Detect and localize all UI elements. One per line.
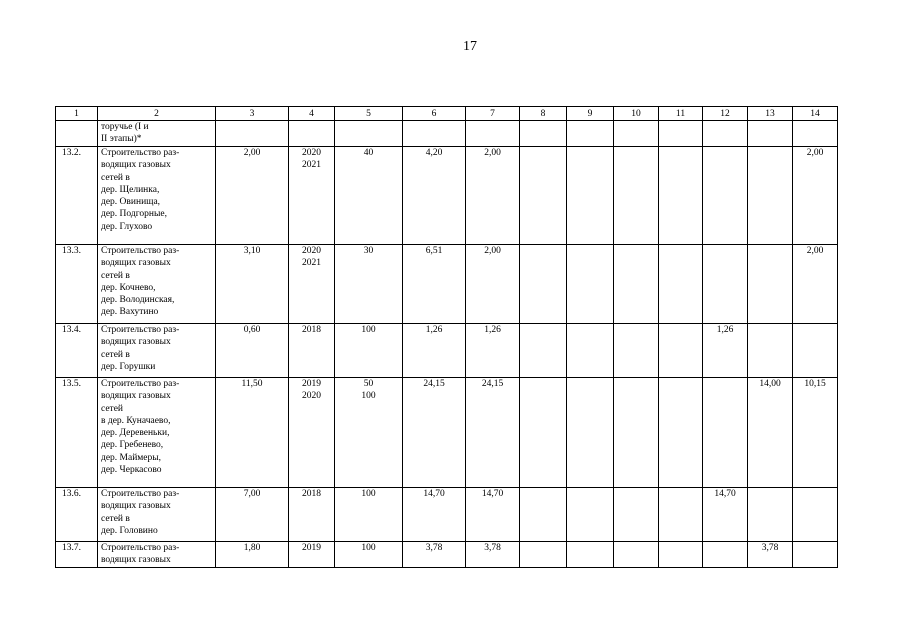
column-header: 14 <box>793 107 838 121</box>
cell-text: дер. Маймеры, <box>101 452 162 463</box>
table-cell <box>56 324 98 378</box>
cell-text: водящих газовых <box>101 337 171 348</box>
table-cell <box>56 542 98 568</box>
cell-text: 100 <box>361 489 376 499</box>
cell-text: дер. Подгорные, <box>101 209 167 220</box>
table-cell <box>466 147 520 245</box>
table-cell <box>466 324 520 378</box>
table-cell <box>614 147 659 245</box>
column-header: 10 <box>614 107 659 121</box>
table-cell <box>98 378 216 488</box>
table-cell <box>403 542 466 568</box>
table-cell <box>614 542 659 568</box>
table-cell <box>56 147 98 245</box>
table-cell <box>466 378 520 488</box>
table-cell <box>289 245 335 324</box>
table-cell <box>567 488 614 542</box>
table-cell <box>614 245 659 324</box>
table-cell <box>403 324 466 378</box>
table-cell <box>659 378 703 488</box>
cell-text: 100 <box>361 391 376 402</box>
cell-text: 14,00 <box>759 379 781 389</box>
cell-text: 2,00 <box>484 148 501 158</box>
table-cell <box>403 378 466 488</box>
cell-text: 2018 <box>302 489 321 499</box>
table-cell <box>216 147 289 245</box>
table-cell <box>335 147 403 245</box>
cell-text: Строительство раз- <box>101 543 180 553</box>
column-header: 6 <box>403 107 466 121</box>
table-cell <box>216 121 289 147</box>
table-cell <box>520 488 567 542</box>
cell-text: 2,00 <box>806 148 824 158</box>
cell-text: 2,00 <box>484 246 501 256</box>
table-cell <box>56 488 98 542</box>
table-cell <box>466 488 520 542</box>
table-cell <box>659 324 703 378</box>
table-cell <box>793 147 838 245</box>
cell-text: 7,00 <box>243 489 261 499</box>
cell-text: дер. Щелинка, <box>101 184 160 195</box>
table-cell <box>567 324 614 378</box>
table-cell <box>748 542 793 568</box>
cell-text: 50 <box>363 379 374 389</box>
table-cell <box>289 378 335 488</box>
table-row <box>56 147 838 245</box>
cell-text: торучье (I и <box>101 122 149 132</box>
table-cell <box>659 488 703 542</box>
cell-text: 3,10 <box>243 246 261 256</box>
table-cell <box>567 147 614 245</box>
table-cell <box>335 121 403 147</box>
cell-text: 2,00 <box>806 246 824 256</box>
table-cell <box>567 378 614 488</box>
table-cell <box>520 378 567 488</box>
table-cell <box>216 378 289 488</box>
table-cell <box>614 121 659 147</box>
table-cell <box>403 121 466 147</box>
cell-text: дер. Гребенево, <box>101 440 164 451</box>
table-cell <box>216 324 289 378</box>
cell-text: 3,78 <box>761 543 779 553</box>
cell-text: 0,60 <box>243 325 261 335</box>
cell-text: 3,78 <box>425 543 443 553</box>
cell-text: в дер. Куначаево, <box>101 415 171 426</box>
table-cell <box>216 542 289 568</box>
cell-text: 3,78 <box>484 543 501 553</box>
cell-text: дер. Володинская, <box>101 295 175 306</box>
cell-text: 2021 <box>302 160 321 171</box>
table-row <box>56 378 838 488</box>
table-cell <box>520 121 567 147</box>
table-cell <box>403 488 466 542</box>
table-cell <box>703 121 748 147</box>
cell-text: 4,20 <box>425 148 443 158</box>
table-cell <box>703 324 748 378</box>
table-cell <box>520 147 567 245</box>
table-cell <box>335 245 403 324</box>
table-row <box>56 121 838 147</box>
table-cell <box>614 324 659 378</box>
table-cell <box>659 542 703 568</box>
cell-text: водящих газовых <box>101 555 171 566</box>
cell-text: дер. Кочнево, <box>101 282 156 293</box>
cell-text: 6,51 <box>425 246 443 256</box>
cell-text: Строительство раз- <box>101 325 180 335</box>
table-cell <box>98 121 216 147</box>
cell-text: водящих газовых <box>101 501 171 512</box>
cell-text: 24,15 <box>481 379 504 389</box>
cell-text: 14,70 <box>423 489 445 499</box>
cell-text: 2018 <box>302 325 321 335</box>
cell-text: 2021 <box>302 258 321 269</box>
table-row <box>56 245 838 324</box>
table-cell <box>748 245 793 324</box>
cell-text: сетей в <box>101 270 130 281</box>
table-cell <box>335 488 403 542</box>
table-row <box>56 542 838 568</box>
column-header: 11 <box>659 107 703 121</box>
cell-text: дер. Черкасово <box>101 465 162 476</box>
table-cell <box>520 245 567 324</box>
table-cell <box>216 245 289 324</box>
table-cell <box>289 121 335 147</box>
table-cell <box>466 121 520 147</box>
cell-text: 13.2. <box>62 148 81 158</box>
cell-text: 2020 <box>302 148 321 158</box>
cell-text: 1,26 <box>716 325 734 335</box>
cell-text: Строительство раз- <box>101 489 180 499</box>
table-cell <box>703 542 748 568</box>
table-cell <box>403 245 466 324</box>
table-cell <box>520 542 567 568</box>
cell-text: 13.3. <box>62 246 81 256</box>
table-cell <box>98 245 216 324</box>
table-row <box>56 324 838 378</box>
table-cell <box>56 245 98 324</box>
cell-text: 13.7. <box>62 543 81 553</box>
table-cell <box>659 121 703 147</box>
cell-text: 2020 <box>302 246 321 256</box>
column-header: 12 <box>703 107 748 121</box>
cell-text: водящих газовых <box>101 160 171 171</box>
column-header: 4 <box>289 107 335 121</box>
cell-text: 13.6. <box>62 489 81 499</box>
table-cell <box>793 245 838 324</box>
table-cell <box>793 488 838 542</box>
cell-text: II этапы)* <box>101 134 142 145</box>
table-cell <box>466 245 520 324</box>
table-cell <box>748 324 793 378</box>
column-header: 3 <box>216 107 289 121</box>
column-header: 9 <box>567 107 614 121</box>
cell-text: дер. Горушки <box>101 361 156 372</box>
table-cell <box>216 488 289 542</box>
table-cell <box>98 488 216 542</box>
table-cell <box>793 542 838 568</box>
table-cell <box>289 542 335 568</box>
cell-text: 1,26 <box>425 325 443 335</box>
table-cell <box>659 147 703 245</box>
column-header: 1 <box>56 107 98 121</box>
page-number: 17 <box>463 39 477 54</box>
table-cell <box>98 324 216 378</box>
table-cell <box>748 121 793 147</box>
table-cell <box>614 488 659 542</box>
table-cell <box>520 324 567 378</box>
table-cell <box>567 245 614 324</box>
cell-text: 13.4. <box>62 325 81 335</box>
column-header: 13 <box>748 107 793 121</box>
cell-text: 40 <box>363 148 374 158</box>
table-cell <box>793 324 838 378</box>
cell-text: сетей <box>101 403 124 414</box>
cell-text: 14,70 <box>481 489 504 499</box>
table-cell <box>289 147 335 245</box>
cell-text: дер. Глухово <box>101 221 153 232</box>
table-cell <box>748 378 793 488</box>
table-cell <box>703 245 748 324</box>
table-cell <box>748 488 793 542</box>
cell-text: сетей в <box>101 513 130 524</box>
cell-text: 1,80 <box>243 543 261 553</box>
table-cell <box>567 542 614 568</box>
cell-text: дер. Вахутино <box>101 307 159 318</box>
table-cell <box>56 121 98 147</box>
cell-text: дер. Овинища, <box>101 197 161 208</box>
table-cell <box>659 245 703 324</box>
column-header: 8 <box>520 107 567 121</box>
table-cell <box>703 147 748 245</box>
cell-text: дер. Головино <box>101 525 158 536</box>
table-cell <box>403 147 466 245</box>
cell-text: Строительство раз- <box>101 148 180 158</box>
table-cell <box>466 542 520 568</box>
cell-text: 10,15 <box>804 379 826 389</box>
table-cell <box>98 147 216 245</box>
cell-text: 30 <box>363 246 374 256</box>
table-cell <box>793 378 838 488</box>
table-cell <box>335 324 403 378</box>
table-cell <box>289 488 335 542</box>
cell-text: водящих газовых <box>101 258 171 269</box>
cell-text: водящих газовых <box>101 391 171 402</box>
cell-text: 1,26 <box>484 325 501 335</box>
cell-text: 100 <box>361 543 376 553</box>
cell-text: Строительство раз- <box>101 246 180 256</box>
cell-text: 11,50 <box>241 379 263 389</box>
column-header: 5 <box>335 107 403 121</box>
table-cell <box>703 488 748 542</box>
cell-text: сетей в <box>101 172 130 183</box>
table-cell <box>703 378 748 488</box>
cell-text: 2019 <box>302 543 321 553</box>
table-cell <box>289 324 335 378</box>
table-cell <box>793 121 838 147</box>
cell-text: дер. Деревеньки, <box>101 428 170 439</box>
cell-text: 13.5. <box>62 379 81 389</box>
data-table <box>55 106 838 568</box>
table-cell <box>98 542 216 568</box>
cell-text: 2,00 <box>243 148 261 158</box>
cell-text: сетей в <box>101 349 130 360</box>
table-cell <box>56 378 98 488</box>
cell-text: 24,15 <box>423 379 445 389</box>
column-header: 2 <box>98 107 216 121</box>
table-cell <box>748 147 793 245</box>
column-header: 7 <box>466 107 520 121</box>
table-cell <box>567 121 614 147</box>
cell-text: 2020 <box>302 391 321 402</box>
table-cell <box>335 378 403 488</box>
cell-text: Строительство раз- <box>101 379 180 389</box>
table-cell <box>614 378 659 488</box>
table-header-row <box>56 107 838 121</box>
cell-text: 14,70 <box>714 489 736 499</box>
table-cell <box>335 542 403 568</box>
table-row <box>56 488 838 542</box>
cell-text: 100 <box>361 325 376 335</box>
cell-text: 2019 <box>302 379 321 389</box>
